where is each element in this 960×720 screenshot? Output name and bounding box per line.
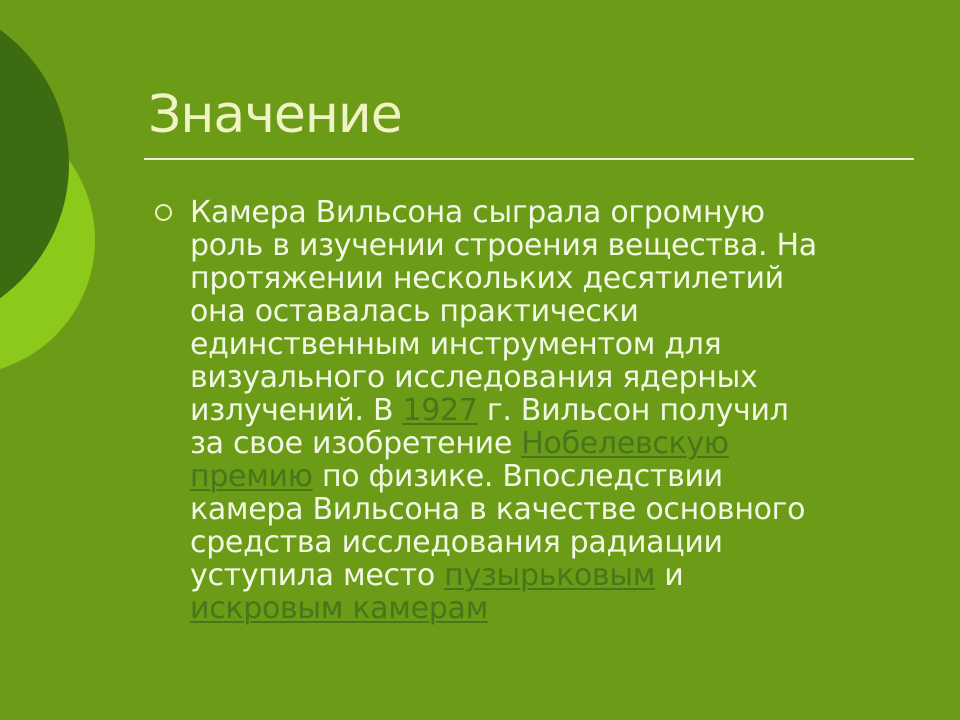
body-hyperlink[interactable]: Нобелевскую (521, 426, 729, 461)
body-hyperlink[interactable]: 1927 (402, 393, 478, 428)
slide-title: Значение (148, 85, 402, 145)
title-divider (144, 158, 914, 160)
body-line (190, 427, 930, 460)
body-line (190, 526, 930, 559)
body-text-segment: роль в изучении строения вещества. На (190, 228, 817, 263)
body-text-segment: она оставалась практически (190, 294, 639, 329)
body-text-segment: камера Вильсона в качестве основного (190, 492, 806, 527)
body-line (190, 295, 930, 328)
body-text-segment: по физике. Впоследствии (312, 459, 723, 494)
body-hyperlink[interactable]: премию (190, 459, 313, 494)
body-line (190, 361, 930, 394)
body-text-segment: протяжении нескольких десятилетий (190, 261, 784, 296)
body-hyperlink[interactable]: искровым камерам (190, 591, 488, 626)
body-text-segment: за свое изобретение (190, 426, 522, 461)
body-text-segment: уступила место (190, 558, 445, 593)
body-text-segment: г. Вильсон получил (477, 393, 789, 428)
body-line (190, 196, 930, 229)
body-line (190, 262, 930, 295)
body-line (190, 559, 930, 592)
body-text-segment: Камера Вильсона сыграла огромную (190, 195, 765, 230)
circle-bullet-icon (155, 204, 172, 221)
body-line (190, 592, 930, 625)
body-line (190, 229, 930, 262)
body-line (190, 493, 930, 526)
body-hyperlink[interactable]: пузырьковым (444, 558, 656, 593)
body-text-segment: и (655, 558, 684, 593)
body-text-segment: средства исследования радиации (190, 525, 723, 560)
body-line (190, 328, 930, 361)
body-text-segment: излучений. В (190, 393, 403, 428)
body-text-segment: визуального исследования ядерных (190, 360, 758, 395)
body-text-segment: единственным инструментом для (190, 327, 722, 362)
body-line (190, 394, 930, 427)
body-line (190, 460, 930, 493)
body-lines (190, 196, 930, 625)
